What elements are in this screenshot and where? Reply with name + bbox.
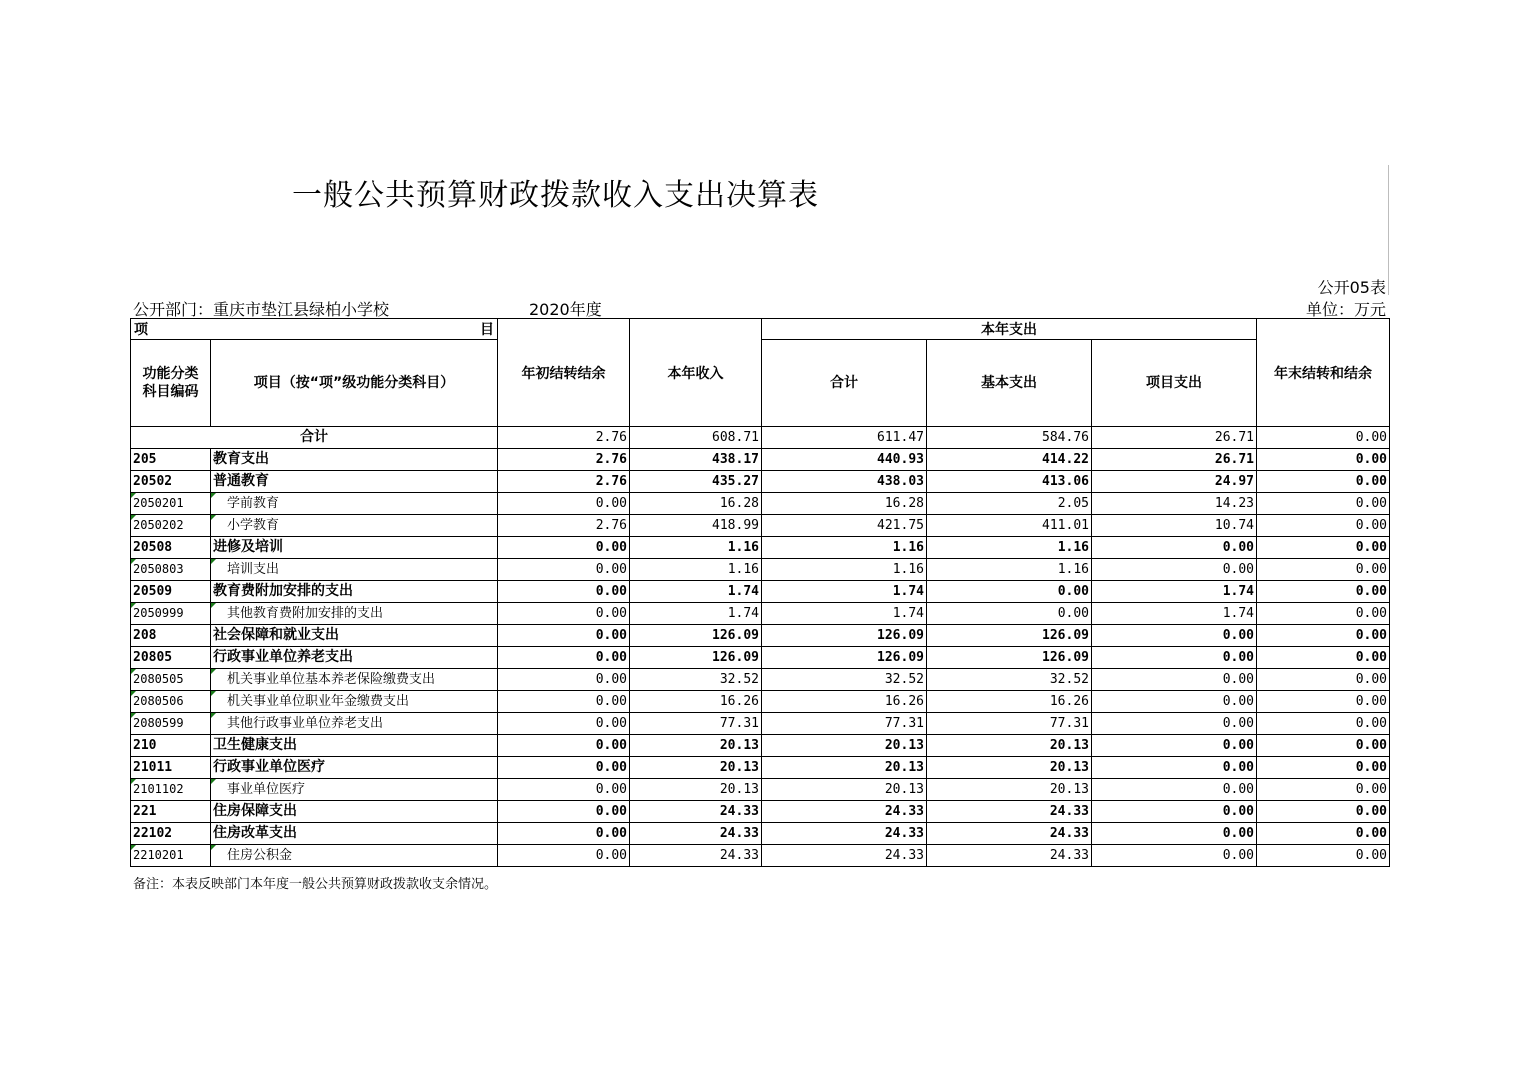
row-income: 32.52 <box>630 669 762 691</box>
fiscal-year: 2020年度 <box>529 300 602 319</box>
row-basic: 0.00 <box>927 581 1092 603</box>
row-project: 0.00 <box>1092 647 1257 669</box>
table-row <box>131 779 1390 801</box>
form-number: 公开05表 <box>1317 278 1386 297</box>
row-name: 住房保障支出 <box>211 801 498 823</box>
header-mu: 目 <box>480 322 494 338</box>
row-expense-total: 77.31 <box>762 713 927 735</box>
row-income: 126.09 <box>630 647 762 669</box>
row-end-balance: 0.00 <box>1257 735 1390 757</box>
row-end-balance: 0.00 <box>1257 471 1390 493</box>
row-code: 20805 <box>131 647 211 669</box>
row-expense-total: 24.33 <box>762 801 927 823</box>
row-project: 24.97 <box>1092 471 1257 493</box>
row-begin-balance: 0.00 <box>498 559 630 581</box>
row-income: 1.74 <box>630 603 762 625</box>
row-basic: 24.33 <box>927 823 1092 845</box>
row-name: 住房公积金 <box>211 845 498 867</box>
header-basic: 基本支出 <box>927 340 1092 427</box>
row-name: 培训支出 <box>211 559 498 581</box>
row-income: 1.74 <box>630 581 762 603</box>
row-expense-total: 24.33 <box>762 845 927 867</box>
row-project: 0.00 <box>1092 537 1257 559</box>
header-total: 合计 <box>762 340 927 427</box>
footnote: 备注：本表反映部门本年度一般公共预算财政拨款收支余情况。 <box>133 877 498 892</box>
row-begin-balance: 0.00 <box>498 779 630 801</box>
row-begin-balance: 0.00 <box>498 735 630 757</box>
header-xiang: 项 <box>134 322 148 338</box>
row-end-balance: 0.00 <box>1257 581 1390 603</box>
table-row <box>131 647 1390 669</box>
row-code: 221 <box>131 801 211 823</box>
row-basic: 24.33 <box>927 845 1092 867</box>
row-name: 其他行政事业单位养老支出 <box>211 713 498 735</box>
row-begin-balance: 0.00 <box>498 647 630 669</box>
table-row <box>131 559 1390 581</box>
row-basic: 32.52 <box>927 669 1092 691</box>
row-begin-balance: 0.00 <box>498 823 630 845</box>
row-name: 进修及培训 <box>211 537 498 559</box>
header-item: 项目（按“项”级功能分类科目） <box>211 340 498 427</box>
row-expense-total: 20.13 <box>762 757 927 779</box>
row-begin-balance: 0.00 <box>498 757 630 779</box>
row-income: 1.16 <box>630 559 762 581</box>
table-row <box>131 471 1390 493</box>
row-end-balance: 0.00 <box>1257 823 1390 845</box>
row-code: 2080599 <box>131 713 211 735</box>
row-project: 0.00 <box>1092 735 1257 757</box>
row-begin-balance: 0.00 <box>498 801 630 823</box>
row-end-balance: 0.00 <box>1257 669 1390 691</box>
row-code: 22102 <box>131 823 211 845</box>
row-code: 2050999 <box>131 603 211 625</box>
row-project: 0.00 <box>1092 559 1257 581</box>
row-income: 16.28 <box>630 493 762 515</box>
row-income: 126.09 <box>630 625 762 647</box>
row-begin-balance: 0.00 <box>498 713 630 735</box>
header-end-balance: 年末结转和结余 <box>1257 319 1390 427</box>
row-code: 21011 <box>131 757 211 779</box>
table-row <box>131 449 1390 471</box>
row-project: 0.00 <box>1092 823 1257 845</box>
row-end-balance: 0.00 <box>1257 713 1390 735</box>
row-basic: 16.26 <box>927 691 1092 713</box>
row-name: 其他教育费附加安排的支出 <box>211 603 498 625</box>
row-expense-total: 20.13 <box>762 735 927 757</box>
row-code: 2050803 <box>131 559 211 581</box>
row-code: 20508 <box>131 537 211 559</box>
row-project: 0.00 <box>1092 845 1257 867</box>
row-end-balance: 0.00 <box>1257 779 1390 801</box>
row-basic: 126.09 <box>927 625 1092 647</box>
row-begin-balance: 2.76 <box>498 471 630 493</box>
row-name: 机关事业单位职业年金缴费支出 <box>211 691 498 713</box>
row-begin-balance: 0.00 <box>498 537 630 559</box>
header-income: 本年收入 <box>630 319 762 427</box>
unit-label: 单位：万元 <box>1305 300 1386 319</box>
row-project: 0.00 <box>1092 669 1257 691</box>
table-row <box>131 845 1390 867</box>
row-end-balance: 0.00 <box>1257 449 1390 471</box>
table-row <box>131 493 1390 515</box>
row-end-balance: 0.00 <box>1257 493 1390 515</box>
row-end-balance: 0.00 <box>1257 603 1390 625</box>
row-name: 行政事业单位养老支出 <box>211 647 498 669</box>
total-end-balance: 0.00 <box>1257 427 1390 449</box>
header-project: 项目支出 <box>1092 340 1257 427</box>
row-expense-total: 421.75 <box>762 515 927 537</box>
row-project: 0.00 <box>1092 713 1257 735</box>
row-income: 438.17 <box>630 449 762 471</box>
row-begin-balance: 0.00 <box>498 845 630 867</box>
row-code: 208 <box>131 625 211 647</box>
row-expense-total: 24.33 <box>762 823 927 845</box>
row-expense-total: 438.03 <box>762 471 927 493</box>
table-row <box>131 823 1390 845</box>
row-begin-balance: 0.00 <box>498 625 630 647</box>
row-basic: 20.13 <box>927 735 1092 757</box>
row-basic: 24.33 <box>927 801 1092 823</box>
row-expense-total: 1.74 <box>762 603 927 625</box>
row-project: 1.74 <box>1092 581 1257 603</box>
row-project: 26.71 <box>1092 449 1257 471</box>
row-end-balance: 0.00 <box>1257 625 1390 647</box>
row-expense-total: 1.16 <box>762 537 927 559</box>
row-code: 2080506 <box>131 691 211 713</box>
row-basic: 1.16 <box>927 537 1092 559</box>
table-row <box>131 801 1390 823</box>
row-end-balance: 0.00 <box>1257 845 1390 867</box>
row-project: 0.00 <box>1092 625 1257 647</box>
row-name: 社会保障和就业支出 <box>211 625 498 647</box>
table-row <box>131 757 1390 779</box>
row-name: 学前教育 <box>211 493 498 515</box>
row-basic: 126.09 <box>927 647 1092 669</box>
row-project: 0.00 <box>1092 691 1257 713</box>
total-basic: 584.76 <box>927 427 1092 449</box>
row-income: 418.99 <box>630 515 762 537</box>
row-name: 普通教育 <box>211 471 498 493</box>
row-income: 1.16 <box>630 537 762 559</box>
row-name: 机关事业单位基本养老保险缴费支出 <box>211 669 498 691</box>
table-row <box>131 603 1390 625</box>
row-expense-total: 126.09 <box>762 625 927 647</box>
row-project: 0.00 <box>1092 757 1257 779</box>
row-expense-total: 126.09 <box>762 647 927 669</box>
table-row <box>131 735 1390 757</box>
total-expense: 611.47 <box>762 427 927 449</box>
row-income: 16.26 <box>630 691 762 713</box>
row-basic: 414.22 <box>927 449 1092 471</box>
table-row <box>131 625 1390 647</box>
total-row <box>131 427 1390 449</box>
table-row <box>131 691 1390 713</box>
row-income: 435.27 <box>630 471 762 493</box>
row-end-balance: 0.00 <box>1257 515 1390 537</box>
table-row <box>131 581 1390 603</box>
row-end-balance: 0.00 <box>1257 801 1390 823</box>
header-code: 功能分类 科目编码 <box>131 340 211 427</box>
row-basic: 1.16 <box>927 559 1092 581</box>
row-begin-balance: 0.00 <box>498 493 630 515</box>
row-expense-total: 32.52 <box>762 669 927 691</box>
row-begin-balance: 0.00 <box>498 581 630 603</box>
row-begin-balance: 0.00 <box>498 669 630 691</box>
table-row <box>131 669 1390 691</box>
header-expense-group: 本年支出 <box>762 319 1257 340</box>
row-basic: 20.13 <box>927 779 1092 801</box>
row-name: 卫生健康支出 <box>211 735 498 757</box>
row-basic: 77.31 <box>927 713 1092 735</box>
row-name: 教育支出 <box>211 449 498 471</box>
row-code: 2101102 <box>131 779 211 801</box>
row-code: 2080505 <box>131 669 211 691</box>
row-income: 20.13 <box>630 757 762 779</box>
row-expense-total: 1.16 <box>762 559 927 581</box>
row-basic: 2.05 <box>927 493 1092 515</box>
row-project: 0.00 <box>1092 801 1257 823</box>
row-code: 205 <box>131 449 211 471</box>
department-label: 公开部门：重庆市垫江县绿柏小学校 <box>133 300 390 319</box>
table-row <box>131 537 1390 559</box>
row-basic: 0.00 <box>927 603 1092 625</box>
row-income: 24.33 <box>630 845 762 867</box>
row-project: 1.74 <box>1092 603 1257 625</box>
row-begin-balance: 0.00 <box>498 691 630 713</box>
row-code: 210 <box>131 735 211 757</box>
row-code: 20502 <box>131 471 211 493</box>
row-name: 教育费附加安排的支出 <box>211 581 498 603</box>
row-income: 20.13 <box>630 735 762 757</box>
row-name: 事业单位医疗 <box>211 779 498 801</box>
header-xiangmu <box>131 319 498 340</box>
row-begin-balance: 2.76 <box>498 449 630 471</box>
row-code: 2050201 <box>131 493 211 515</box>
row-code: 20509 <box>131 581 211 603</box>
row-expense-total: 440.93 <box>762 449 927 471</box>
page-edge-line <box>1388 165 1389 295</box>
row-code: 2210201 <box>131 845 211 867</box>
row-code: 2050202 <box>131 515 211 537</box>
row-income: 77.31 <box>630 713 762 735</box>
total-label: 合计 <box>131 427 498 449</box>
row-end-balance: 0.00 <box>1257 647 1390 669</box>
row-name: 住房改革支出 <box>211 823 498 845</box>
row-begin-balance: 0.00 <box>498 603 630 625</box>
row-expense-total: 16.26 <box>762 691 927 713</box>
total-project: 26.71 <box>1092 427 1257 449</box>
header-begin-balance: 年初结转结余 <box>498 319 630 427</box>
row-project: 10.74 <box>1092 515 1257 537</box>
table-row <box>131 713 1390 735</box>
row-end-balance: 0.00 <box>1257 559 1390 581</box>
row-expense-total: 1.74 <box>762 581 927 603</box>
row-income: 24.33 <box>630 801 762 823</box>
row-income: 20.13 <box>630 779 762 801</box>
row-expense-total: 16.28 <box>762 493 927 515</box>
row-basic: 411.01 <box>927 515 1092 537</box>
row-expense-total: 20.13 <box>762 779 927 801</box>
row-basic: 20.13 <box>927 757 1092 779</box>
page-title: 一般公共预算财政拨款收入支出决算表 <box>292 178 819 213</box>
row-basic: 413.06 <box>927 471 1092 493</box>
row-end-balance: 0.00 <box>1257 537 1390 559</box>
row-project: 0.00 <box>1092 779 1257 801</box>
row-income: 24.33 <box>630 823 762 845</box>
row-name: 行政事业单位医疗 <box>211 757 498 779</box>
budget-table <box>130 318 1390 867</box>
table-row <box>131 515 1390 537</box>
row-begin-balance: 2.76 <box>498 515 630 537</box>
row-end-balance: 0.00 <box>1257 757 1390 779</box>
row-end-balance: 0.00 <box>1257 691 1390 713</box>
row-name: 小学教育 <box>211 515 498 537</box>
row-project: 14.23 <box>1092 493 1257 515</box>
total-income: 608.71 <box>630 427 762 449</box>
total-begin-balance: 2.76 <box>498 427 630 449</box>
